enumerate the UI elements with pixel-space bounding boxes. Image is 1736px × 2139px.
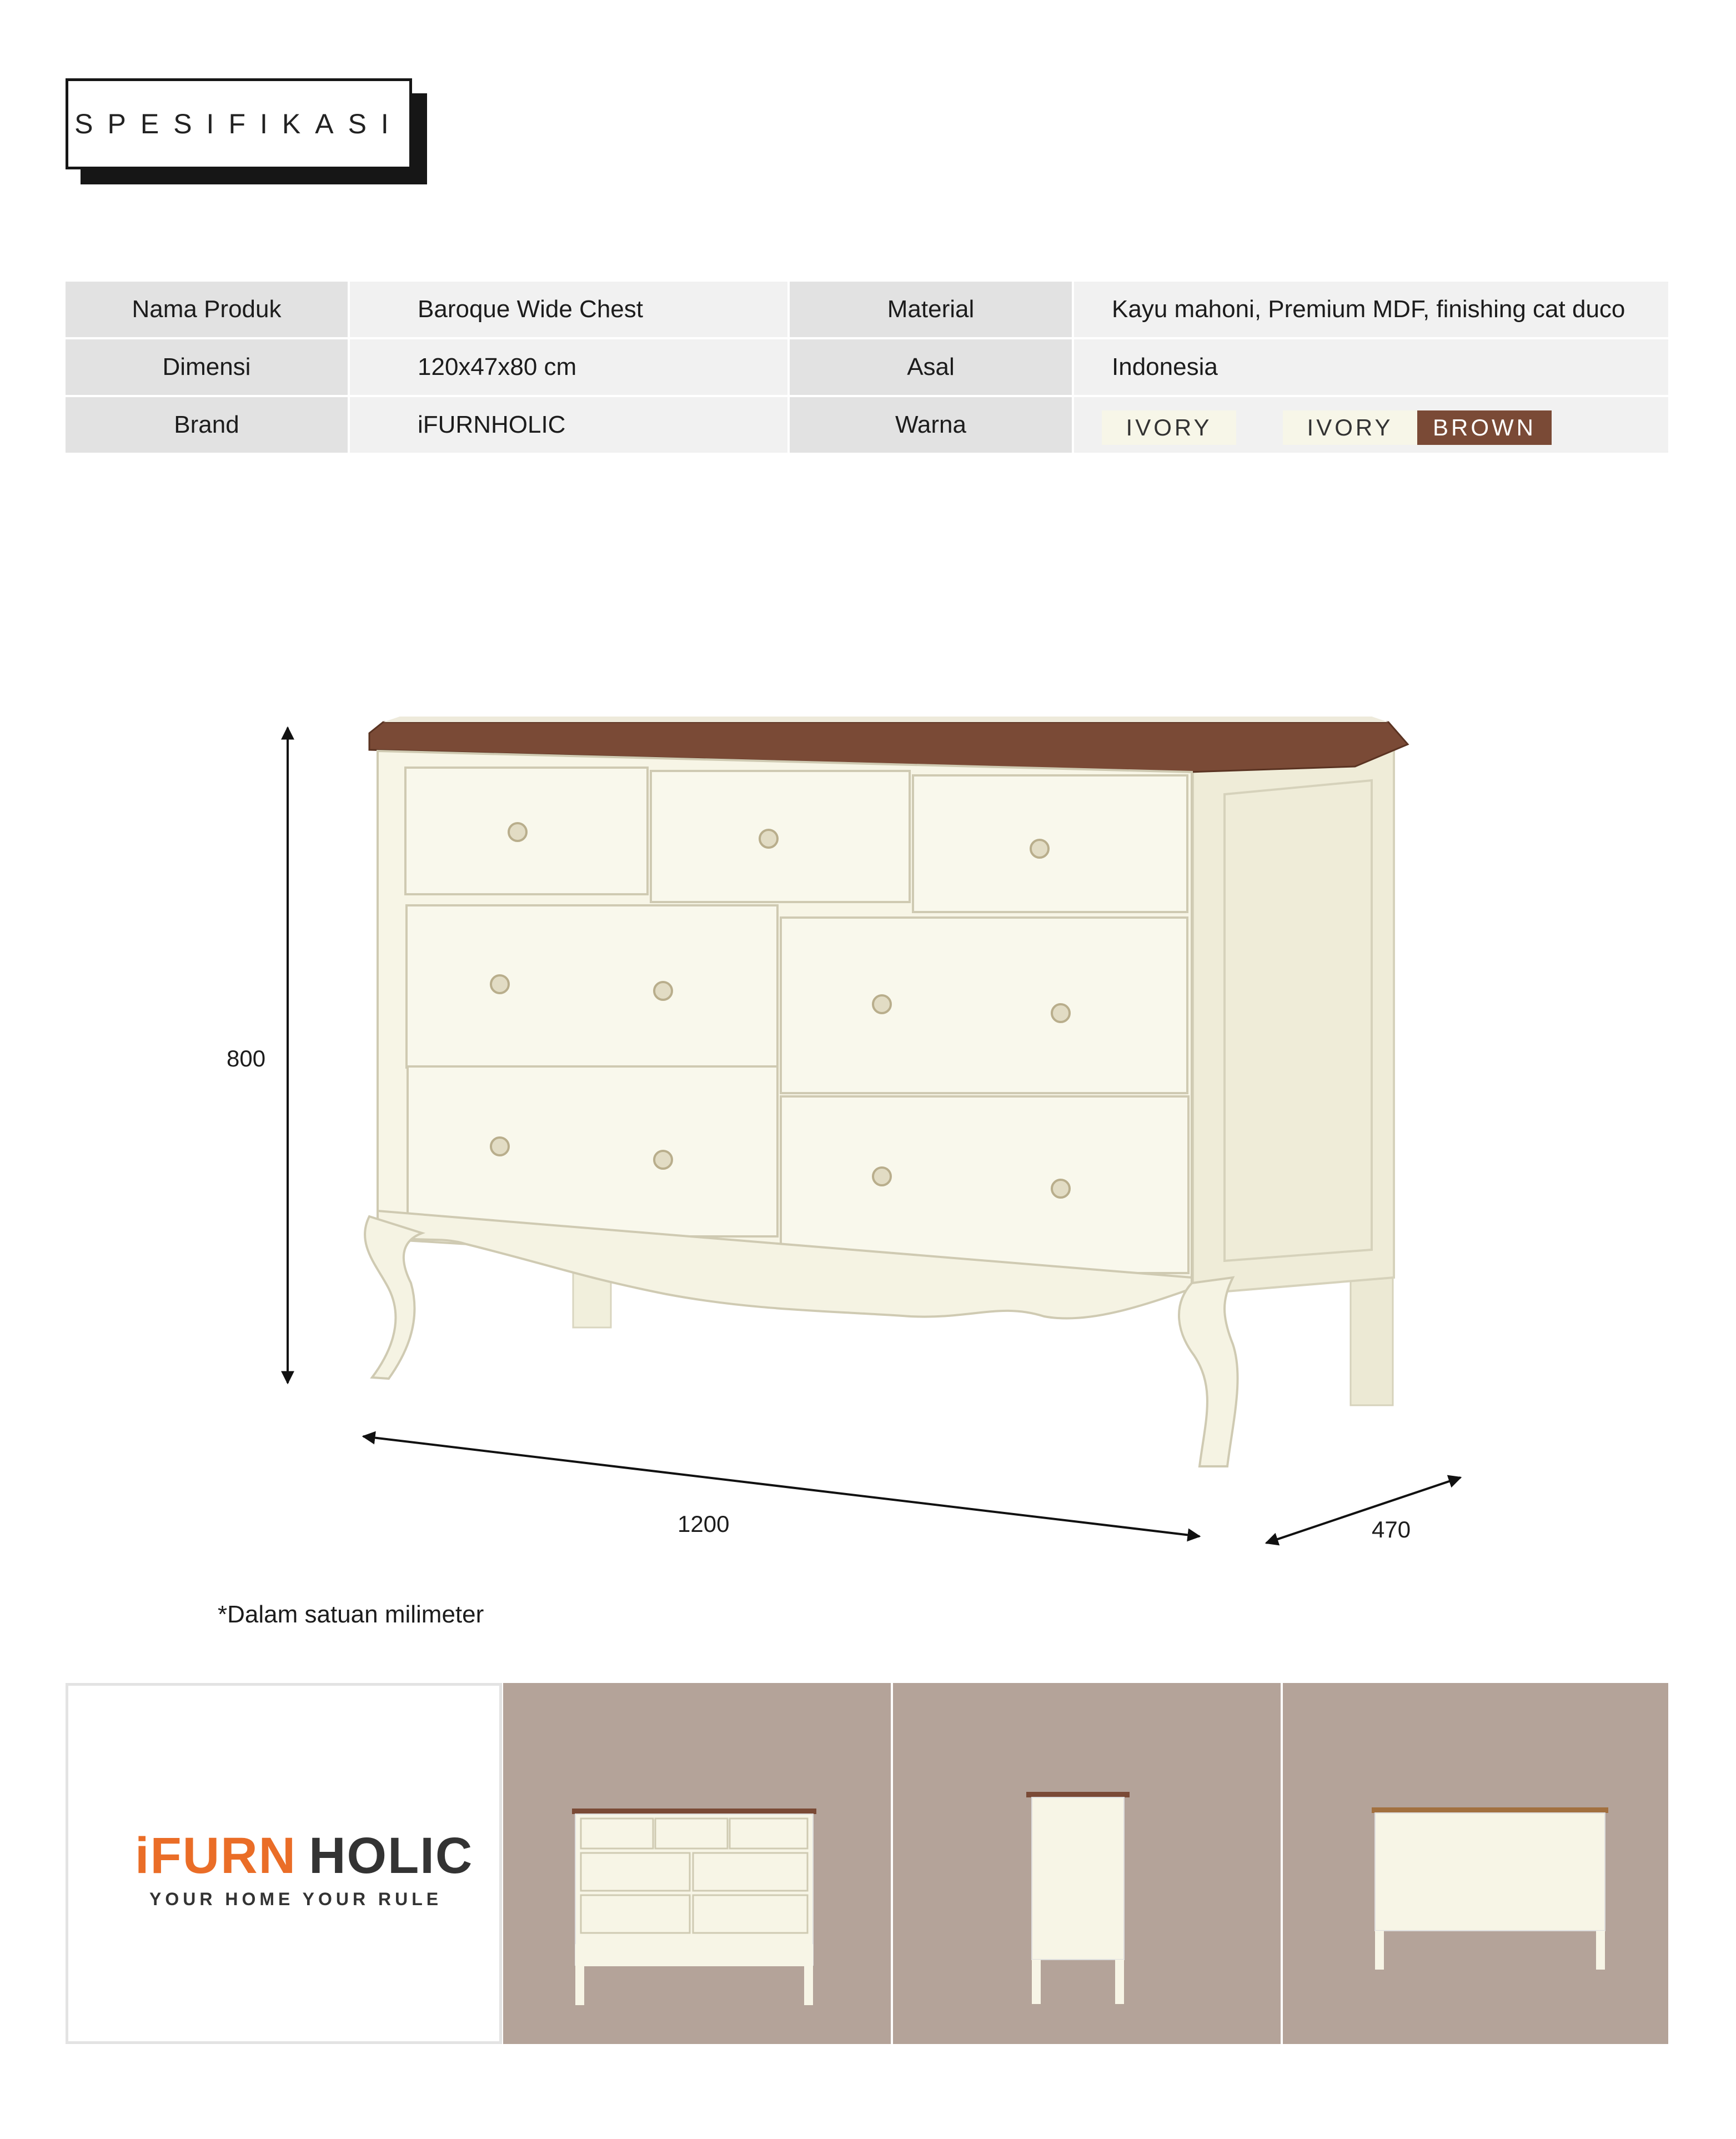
drawer (781, 918, 1187, 1093)
drawer (781, 1096, 1188, 1273)
drawer (651, 771, 910, 902)
product-drawing (0, 667, 1736, 1611)
color-swatch-ivory: IVORY (1283, 410, 1417, 445)
spec-label: Warna (790, 397, 1072, 453)
spec-value: Kayu mahoni, Premium MDF, finishing cat duco (1074, 282, 1668, 337)
unit-note: *Dalam satuan milimeter (218, 1601, 484, 1628)
front-leg (1179, 1278, 1238, 1466)
spec-value: Indonesia (1074, 339, 1668, 395)
spec-label: Material (790, 282, 1072, 337)
width-arrow (363, 1436, 1200, 1536)
page-title: SPESIFIKASI (66, 78, 412, 169)
spec-label: Brand (66, 397, 348, 453)
spec-table (66, 282, 1668, 457)
spec-label: Dimensi (66, 339, 348, 395)
spec-row (66, 339, 1668, 395)
height-label: 800 (227, 1045, 266, 1071)
brand-logo-left: iFURN (135, 1827, 297, 1884)
color-swatch-brown: BROWN (1417, 410, 1552, 445)
brand-logo (135, 1827, 474, 1884)
thumbnail-side (893, 1683, 1281, 2044)
back-leg (1351, 1272, 1393, 1405)
thumbnail-front-image (503, 1683, 891, 2044)
spec-label: Asal (790, 339, 1072, 395)
logo-panel (66, 1683, 502, 2044)
drawer (407, 905, 777, 1068)
spec-row (66, 282, 1668, 337)
thumbnail-back-image (1283, 1683, 1668, 2044)
thumbnail-front (503, 1683, 891, 2044)
brand-tagline: YOUR HOME YOUR RULE (149, 1889, 443, 1909)
depth-label: 470 (1372, 1516, 1411, 1542)
thumbnail-side-image (893, 1683, 1281, 2044)
spec-label: Nama Produk (66, 282, 348, 337)
side-panel (1193, 750, 1394, 1294)
thumbnail-back (1283, 1683, 1668, 2044)
depth-arrow (1266, 1477, 1461, 1543)
width-label: 1200 (678, 1511, 730, 1537)
drawer (913, 775, 1187, 912)
spec-value: 120x47x80 cm (350, 339, 787, 395)
drawer (408, 1066, 777, 1236)
spec-value: Baroque Wide Chest (350, 282, 787, 337)
color-swatch-ivory: IVORY (1102, 410, 1236, 445)
spec-value: iFURNHOLIC (350, 397, 787, 453)
brand-logo-right: HOLIC (309, 1827, 474, 1884)
